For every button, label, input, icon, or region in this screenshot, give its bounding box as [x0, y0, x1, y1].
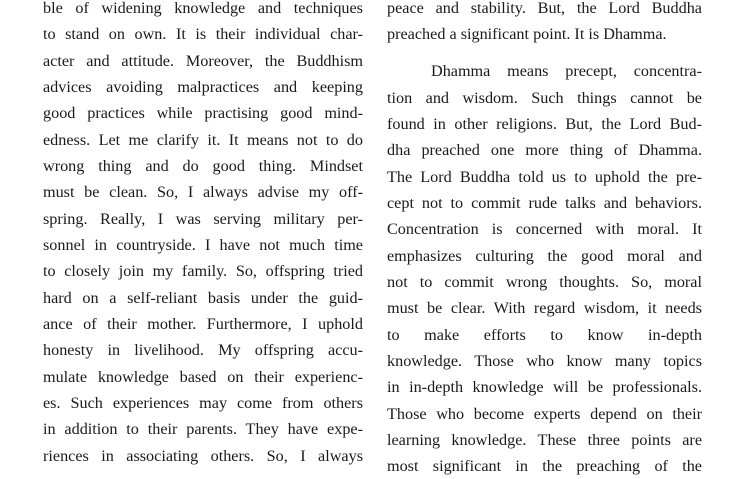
text-line: in addition to their parents. They have expe- [43, 420, 363, 438]
text-line: ble of widening knowledge and techniques [43, 0, 363, 17]
text-line: Dhamma means precept, concentra- [431, 62, 702, 80]
text-line: must be clear. With regard wisdom, it needs [387, 299, 702, 317]
text-line: hard on a self-reliant basis under the guid- [43, 289, 363, 307]
text-line: advices avoiding malpractices and keeping [43, 78, 363, 96]
text-line: tion and wisdom. Such things cannot be [387, 89, 702, 107]
text-line: ance of their mother. Furthermore, I uphold [43, 315, 363, 333]
text-line: es. Such experiences may come from others [43, 394, 363, 412]
text-line: to closely join my family. So, offspring tried [43, 262, 363, 280]
text-line: not to commit wrong thoughts. So, moral [387, 273, 702, 291]
text-line: Concentration is concerned with moral. It [387, 220, 702, 238]
text-line: sonnel in countryside. I have not much time [43, 236, 363, 254]
text-line: spring. Really, I was serving military per- [43, 210, 363, 228]
text-line: to make efforts to know in-depth [387, 326, 702, 344]
text-line: mulate knowledge based on their experienc- [43, 368, 363, 386]
text-line: preached a significant point. It is Dhamma. [387, 25, 667, 43]
text-line: in in-depth knowledge will be professionals. [387, 378, 702, 396]
text-line: Those who become experts depend on their [387, 405, 702, 423]
text-line: emphasizes culturing the good moral and [387, 247, 702, 265]
text-line: honesty in livelihood. My offspring accu- [43, 341, 363, 359]
text-line: most significant in the preaching of the [387, 457, 702, 475]
text-line: knowledge. Those who know many topics [387, 352, 702, 370]
text-line: The Lord Buddha told us to uphold the pre- [387, 168, 702, 186]
text-line: acter and attitude. Moreover, the Buddhism [43, 52, 363, 70]
text-line: to stand on own. It is their individual char- [43, 25, 363, 43]
text-line: good practices while practising good mind- [43, 104, 363, 122]
text-line: cept not to commit rude talks and behaviors. [387, 194, 702, 212]
text-line: must be clean. So, I always advise my off- [43, 183, 363, 201]
text-line: riences in associating others. So, I always [43, 447, 363, 465]
text-line: dha preached one more thing of Dhamma. [387, 141, 702, 159]
text-line: wrong thing and do good thing. Mindset [43, 157, 363, 175]
text-line: learning knowledge. These three points are [387, 431, 702, 449]
text-line: edness. Let me clarify it. It means not to do [43, 131, 363, 149]
text-line: found in other religions. But, the Lord Bud- [387, 115, 702, 133]
text-line: peace and stability. But, the Lord Buddha [387, 0, 702, 17]
